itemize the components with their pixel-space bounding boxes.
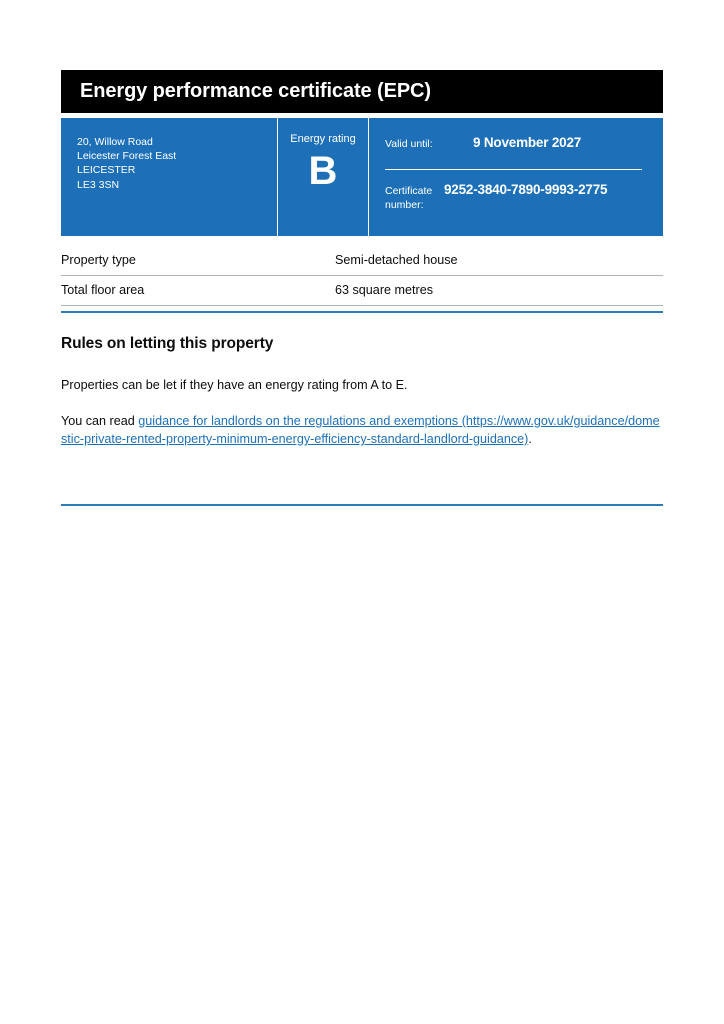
detail-value: 63 square metres (335, 283, 434, 297)
energy-rating-value: B (308, 149, 338, 193)
link-suffix-text: . (528, 432, 532, 446)
letting-rules-paragraph: Properties can be let if they have an energy rating from A to E. (61, 378, 408, 392)
address-line-2: Leicester Forest East (77, 150, 177, 163)
detail-key: Property type (61, 253, 136, 267)
address-line-3: LEICESTER (77, 164, 136, 177)
table-row (61, 246, 663, 276)
address-postcode: LE3 3SN (77, 178, 120, 191)
certificate-number-label: Certificate number: (385, 185, 433, 211)
table-row (61, 276, 663, 306)
section-divider-top (61, 311, 663, 313)
valid-until-value: 9 November 2027 (473, 135, 582, 150)
certificate-meta-block (369, 118, 663, 236)
page-title: Energy performance certificate (EPC) (80, 80, 431, 102)
detail-value: Semi-detached house (335, 253, 458, 267)
valid-until-row (385, 135, 647, 151)
address-line-1: 20, Willow Road (77, 136, 153, 148)
property-details-table (61, 246, 663, 306)
document-title-bar (61, 70, 663, 113)
certificate-number-value: 9252-3840-7890-9993-2775 (444, 182, 608, 197)
section-divider-bottom (61, 504, 663, 506)
certificate-number-row (385, 182, 647, 212)
energy-rating-label: Energy rating (290, 133, 356, 145)
link-url-text: (https://www.gov.uk/guidance/domestic-private-rented-property-minimum-energy-efficiency-standard-landlord-guidance) (61, 414, 660, 446)
epc-summary-panel (61, 118, 663, 236)
property-address-block (61, 118, 277, 236)
valid-until-label: Valid until: (385, 138, 433, 150)
landlord-guidance-link[interactable] (61, 414, 660, 446)
link-intro-text: You can read (61, 414, 139, 428)
letting-rules-section (61, 334, 663, 448)
section-heading: Rules on letting this property (61, 335, 274, 352)
link-label: guidance for landlords on the regulations and exemptions (138, 414, 459, 428)
guidance-link-paragraph (61, 412, 663, 448)
meta-separator-rule (385, 169, 642, 170)
energy-rating-block (278, 118, 368, 236)
detail-key: Total floor area (61, 283, 145, 297)
